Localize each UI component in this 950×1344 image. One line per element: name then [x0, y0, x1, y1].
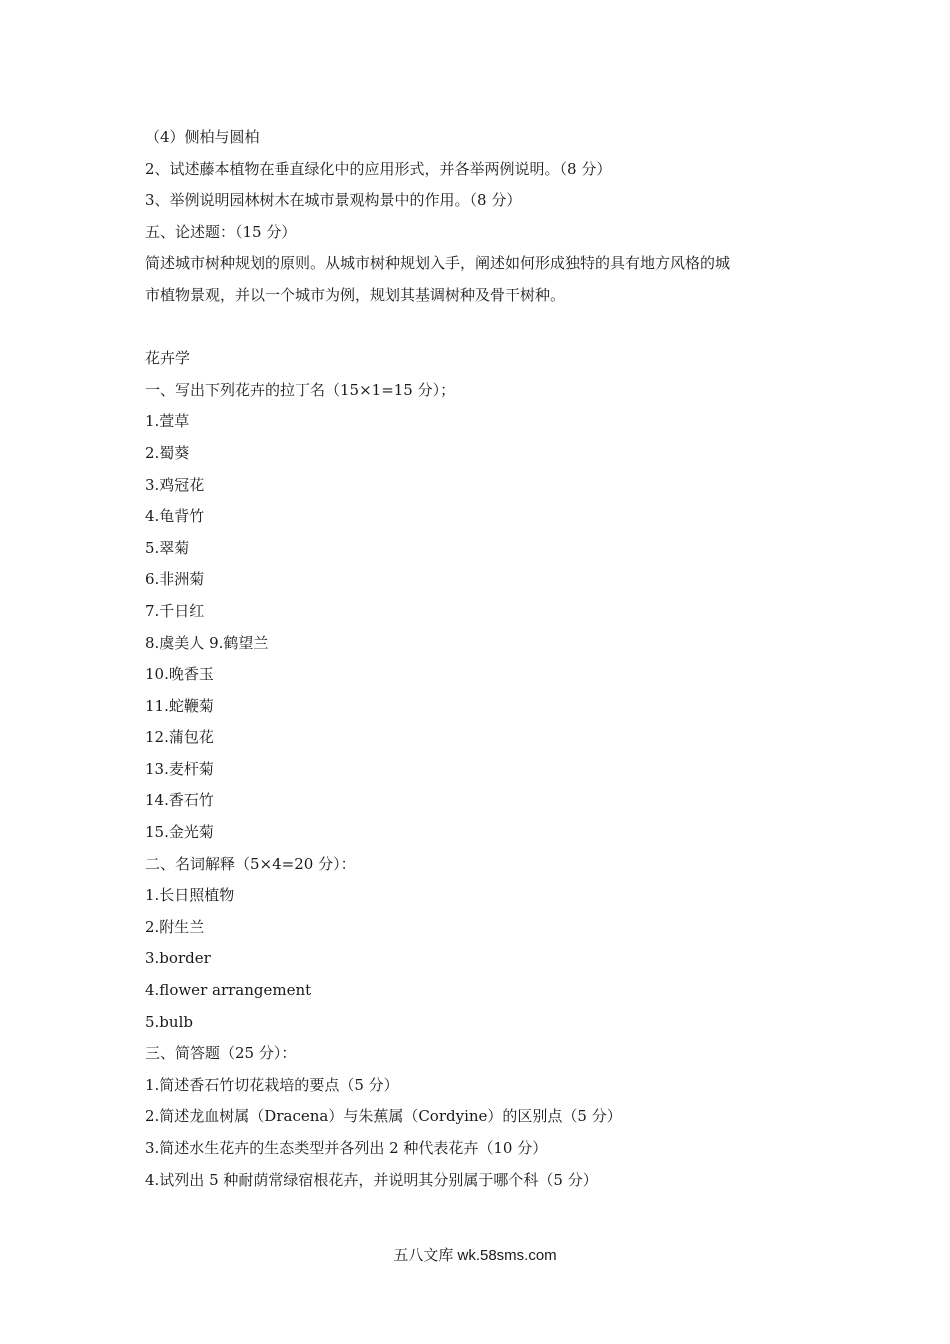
- list-item: 3.border: [145, 949, 211, 968]
- list-item: 1.简述香石竹切花栽培的要点（5 分）: [145, 1075, 399, 1094]
- list-item: 12.蒲包花: [145, 728, 214, 747]
- question-item-4: （4）侧柏与圆柏: [145, 128, 260, 146]
- list-item: 11.蛇鞭菊: [145, 696, 214, 715]
- document-body: [145, 122, 845, 1196]
- essay-text-line-1: 简述城市树种规划的原则。从城市树种规划入手，阐述如何形成独特的具有地方风格的城: [145, 254, 731, 273]
- list-item: 4.试列出 5 种耐荫常绿宿根花卉，并说明其分别属于哪个科（5 分）: [145, 1170, 598, 1189]
- part2-list: [145, 880, 845, 1038]
- list-item: 8.虞美人 9.鹤望兰: [145, 633, 269, 652]
- part3-list: [145, 1070, 845, 1196]
- list-item: 4.flower arrangement: [145, 981, 312, 1000]
- part1-list: [145, 406, 845, 848]
- list-item: 13.麦杆菊: [145, 759, 214, 778]
- list-item: 5.翠菊: [145, 538, 190, 557]
- essay-heading: 五、论述题：（15 分）: [145, 222, 297, 241]
- list-item: 1.长日照植物: [145, 886, 235, 905]
- section-spacer: [145, 312, 845, 344]
- list-item: 6.非洲菊: [145, 570, 205, 589]
- list-item: 2.蜀葵: [145, 443, 190, 462]
- part3-heading: 三、简答题（25 分）：: [145, 1044, 297, 1063]
- question-2: 2、试述藤本植物在垂直绿化中的应用形式，并各举两例说明。（8 分）: [145, 159, 612, 178]
- essay-text-line-2: 市植物景观，并以一个城市为例，规划其基调树种及骨干树种。: [145, 285, 566, 304]
- list-item: 7.千日红: [145, 601, 205, 620]
- footer-watermark: 五八文库 wk.58sms.com: [393, 1247, 557, 1264]
- list-item: 3.简述水生花卉的生态类型并各列出 2 种代表花卉（10 分）: [145, 1139, 548, 1157]
- list-item: 2.附生兰: [145, 917, 205, 936]
- question-3: 3、举例说明园林树木在城市景观构景中的作用。（8 分）: [145, 191, 522, 210]
- list-item: 15.金光菊: [145, 823, 214, 842]
- list-item: 5.bulb: [145, 1012, 193, 1031]
- list-item: 1.萱草: [145, 412, 190, 431]
- list-item: 10.晚香玉: [145, 665, 214, 684]
- list-item: 2.简述龙血树属（Dracena）与朱蕉属（Cordyine）的区别点（5 分）: [145, 1107, 622, 1126]
- list-item: 4.龟背竹: [145, 507, 205, 526]
- part1-heading: 一、写出下列花卉的拉丁名（15×1=15 分）；: [145, 380, 456, 399]
- part2-heading: 二、名词解释（5×4=20 分）：: [145, 854, 356, 873]
- list-item: 14.香石竹: [145, 791, 214, 810]
- section-title: 花卉学: [145, 349, 191, 368]
- list-item: 3.鸡冠花: [145, 475, 205, 494]
